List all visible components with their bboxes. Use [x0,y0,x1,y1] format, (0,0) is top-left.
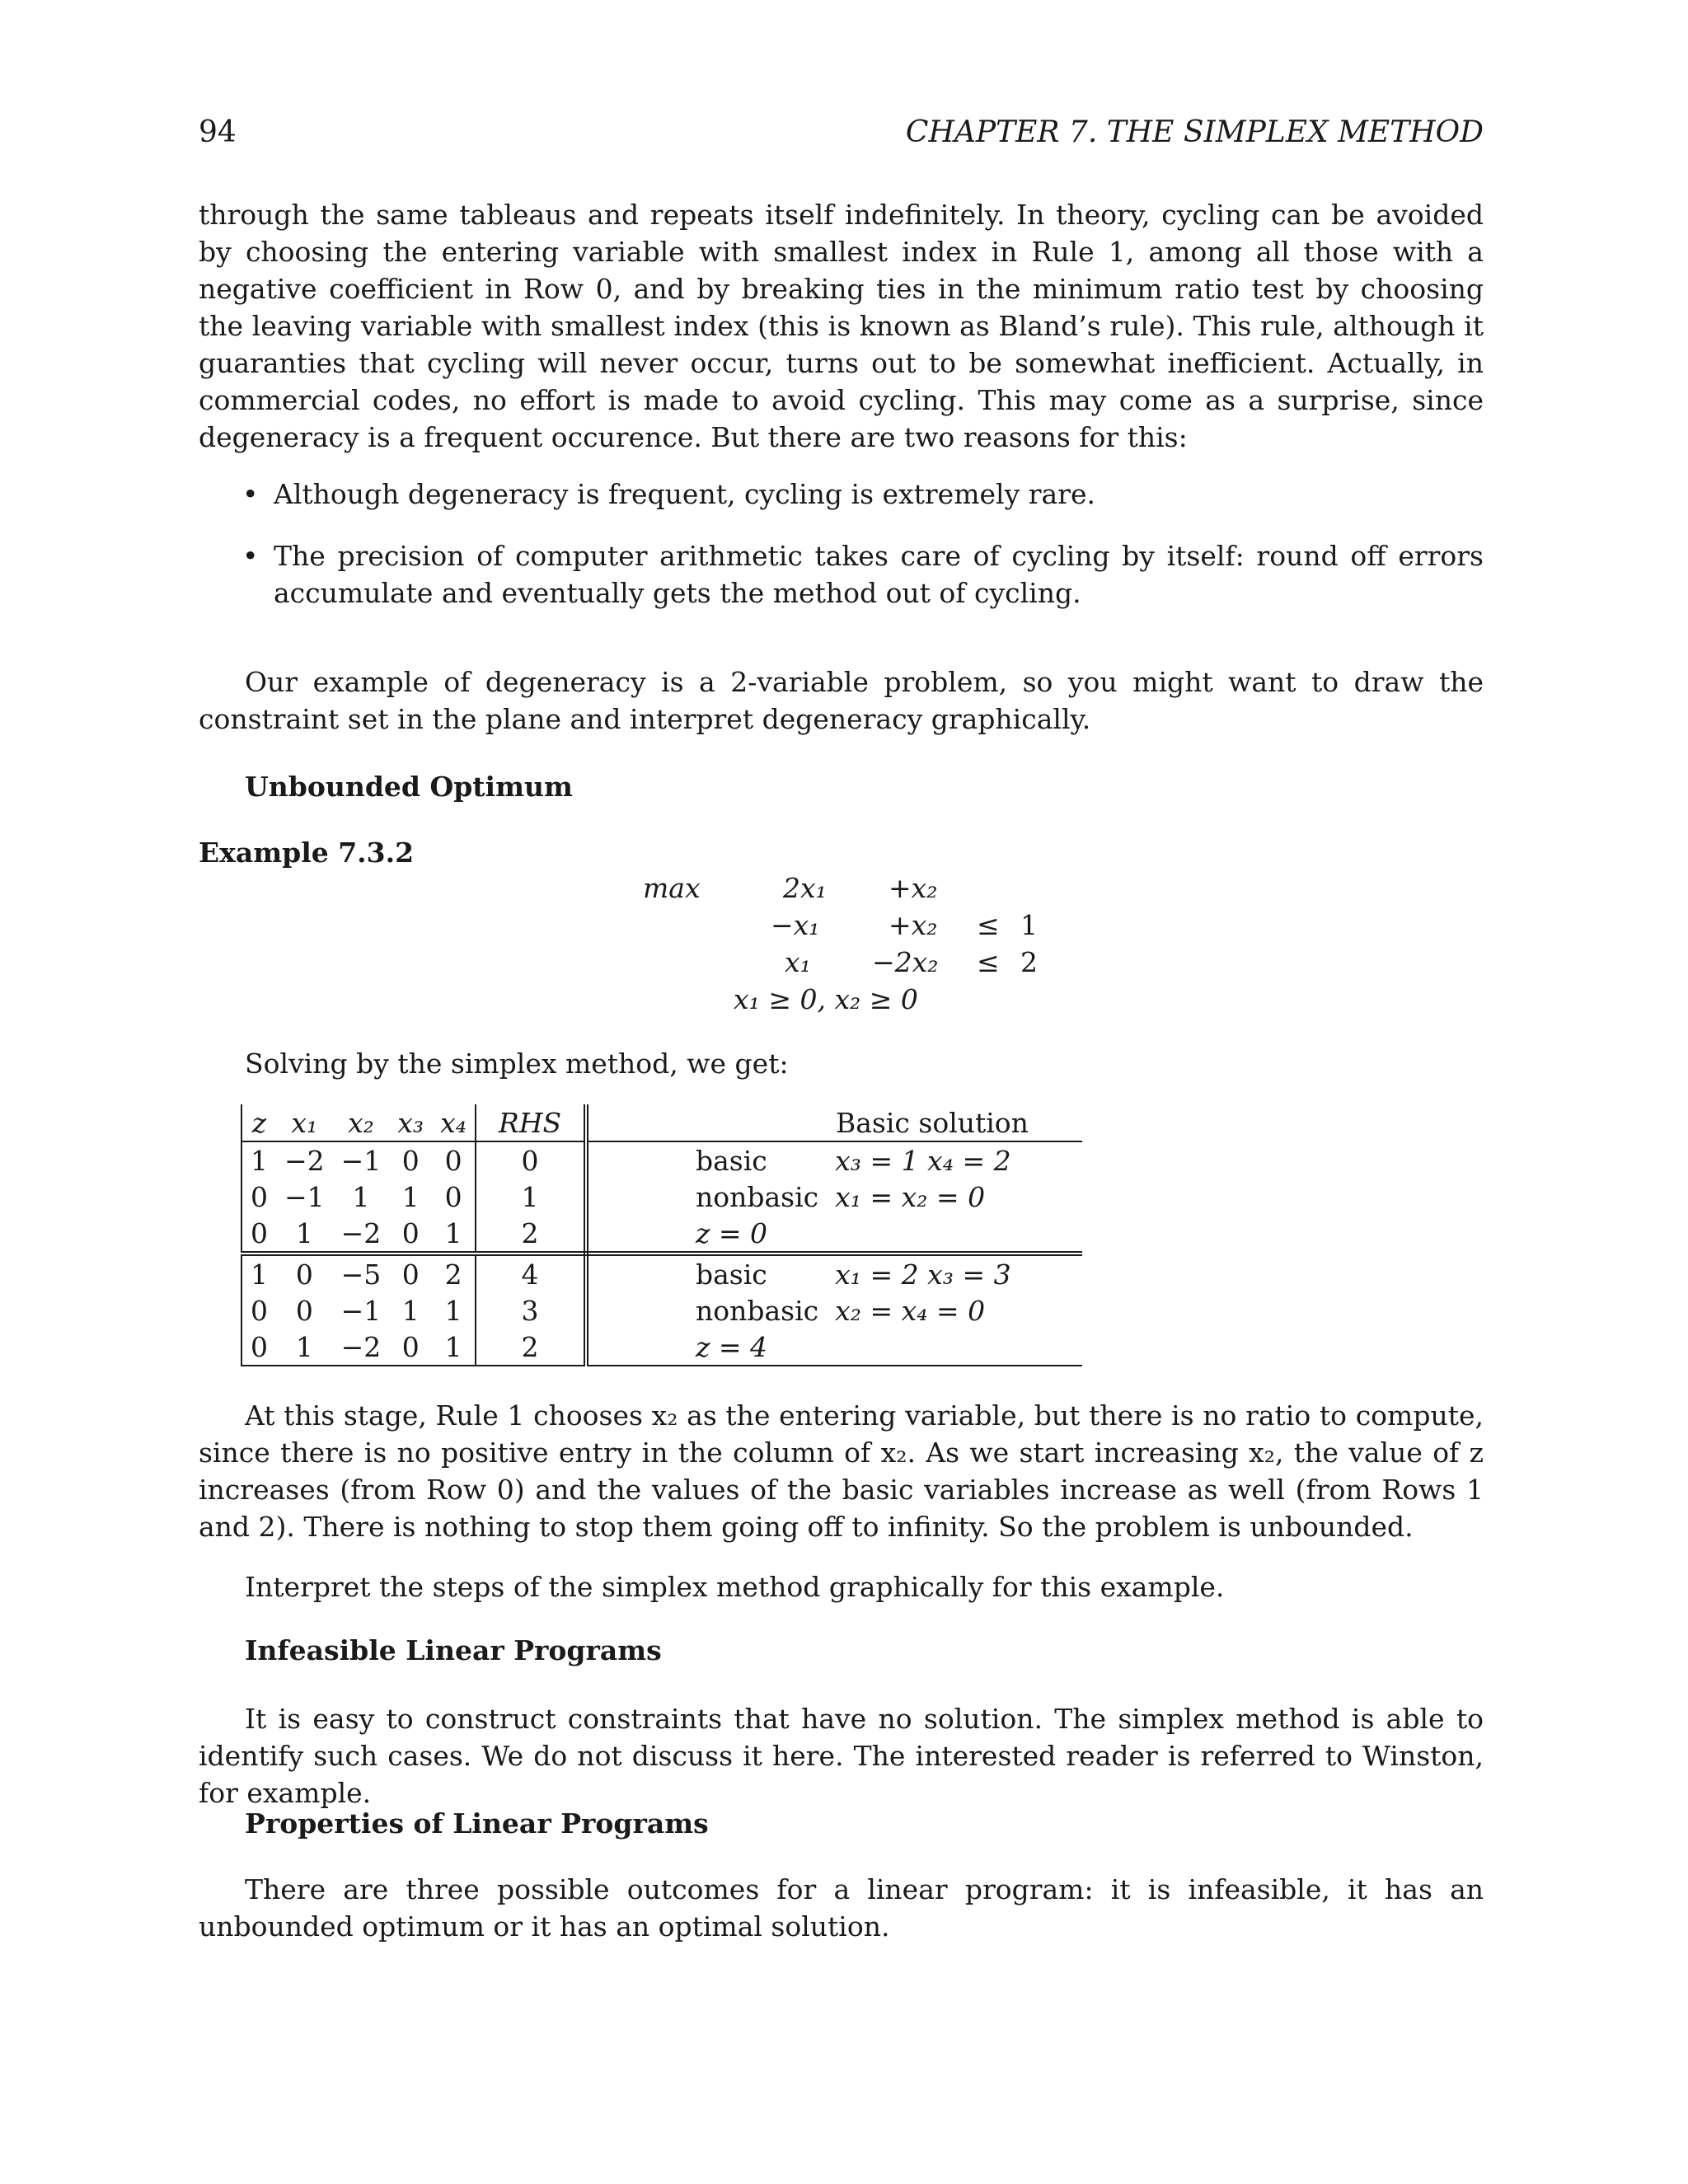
solution-label: basic [696,1144,767,1177]
example-label: Example 7.3.2 [199,837,415,869]
table-cell: −2 [333,1329,390,1366]
objective-label: max [643,872,701,904]
lp-relation: ≤ [977,909,1000,941]
col-header-x2: x₂ [333,1104,390,1141]
table-cell: 0 [295,1294,313,1327]
col-header-basic-solution: Basic solution [586,1104,1082,1141]
page-number: 94 [199,115,237,149]
table-cell: 2 [476,1215,586,1254]
table-cell: 2 [444,1258,462,1291]
table-row [241,1141,1082,1179]
solution-label: nonbasic [696,1180,819,1213]
table-cell: 1 [352,1180,370,1213]
solution-value: x₁ = 2 x₃ = 3 [835,1258,1011,1291]
table-cell: 1 [276,1215,333,1254]
table-row [241,1292,1082,1329]
lp-term: 2x₁ [783,872,827,904]
table-cell: −5 [340,1258,382,1291]
table-cell: 1 [276,1329,333,1366]
lp-relation: ≤ [977,946,1000,978]
table-cell: 1 [432,1215,476,1254]
table-cell: −2 [284,1144,325,1177]
solution-label: z = 4 [586,1329,827,1366]
intro-paragraph: through the same tableaus and repeats itself indefinitely. In theory, cycling can be avoided by choosing the entering variable with smallest index in Rule 1, among all those with a negative coefficient in Row 0, and by breaking ties in the minimum ratio test by choosing the leaving variable with smallest index (this is known as Bland’s rule). This rule, although it guaranties that cycling will never occur, turns out to be somewhat inefficient. Actually, in commercial codes, no effort is made to avoid cycling. This may come as a surprise, since degeneracy is a frequent occurence. But there are two reasons for this: [199,199,1484,453]
col-header-x3: x₃ [389,1104,432,1141]
bullet-list [239,476,1484,636]
stage-paragraph: At this stage, Rule 1 chooses x₂ as the entering variable, but there is no ratio to compute, since there is no positive entry in the column of x₂. As we start increasing x₂, the value of z increases (from Row 0) and the values of the basic variables increase as well (from Rows 1 and 2). There is nothing to stop them going off to infinity. So the problem is unbounded. [199,1399,1484,1543]
table-cell: 0 [444,1144,462,1177]
col-header-z: z [241,1104,276,1141]
table-row [241,1215,1082,1254]
table-cell: 0 [241,1292,276,1329]
table-cell: 0 [241,1179,276,1215]
table-cell: 1 [401,1180,420,1213]
table-cell: −1 [340,1294,382,1327]
bullet-item [239,537,1484,612]
solution-label: basic [696,1258,767,1291]
solution-value: x₂ = x₄ = 0 [835,1294,986,1327]
lp-nonnegativity: x₁ ≥ 0, x₂ ≥ 0 [734,983,918,1015]
solution-value [827,1215,1082,1254]
solution-label: z = 0 [586,1215,827,1254]
solving-text: Solving by the simplex method, we get: [245,1047,789,1080]
bullet-text: Although degeneracy is frequent, cycling is extremely rare. [274,478,1095,510]
table-cell: 3 [476,1292,586,1329]
col-header-rhs: RHS [476,1104,586,1141]
bullet-text: The precision of computer arithmetic takes care of cycling by itself: round off errors accumulate and eventually gets the method out of cycling. [274,540,1484,609]
lp-term: x₁ [785,946,811,978]
tableau-header-row [241,1104,1082,1141]
table-cell: 0 [389,1329,432,1366]
solution-value [827,1329,1082,1366]
table-cell: 0 [295,1258,313,1291]
solution-label: nonbasic [696,1294,819,1327]
table-cell: 0 [241,1215,276,1254]
bullet-dot-icon: • [242,540,259,572]
table-cell: 1 [444,1294,462,1327]
lp-rhs: 1 [1020,909,1038,941]
infeasible-paragraph: It is easy to construct constraints that have no solution. The simplex method is able to identify such cases. We do not discuss it here. The interested reader is referred to Winston, for example. [199,1703,1484,1809]
lp-term: −x₁ [771,909,820,941]
lp-rhs: 2 [1020,946,1038,978]
solution-value: x₃ = 1 x₄ = 2 [835,1144,1011,1177]
col-header-x4: x₄ [432,1104,476,1141]
table-cell: 2 [476,1329,586,1366]
table-cell: 0 [476,1141,586,1179]
lp-term: −2x₂ [872,946,939,978]
table-row [241,1179,1082,1215]
section-heading-unbounded: Unbounded Optimum [245,771,573,803]
table-cell: −1 [284,1180,325,1213]
running-title: CHAPTER 7. THE SIMPLEX METHOD [905,115,1484,149]
table-row [241,1254,1082,1292]
col-header-x1: x₁ [276,1104,333,1141]
table-cell: 0 [401,1144,420,1177]
table-cell: 4 [476,1254,586,1292]
table-cell: −2 [333,1215,390,1254]
table-cell: 1 [241,1141,276,1179]
bullet-dot-icon: • [242,478,259,510]
table-cell: −1 [340,1144,382,1177]
lp-term: +x₂ [889,872,938,904]
table-cell: 1 [432,1329,476,1366]
properties-paragraph: There are three possible outcomes for a linear program: it is infeasible, it has an unbounded optimum or it has an optimal solution. [199,1873,1484,1943]
table-cell: 1 [241,1254,276,1292]
table-cell: 0 [389,1215,432,1254]
table-cell: 1 [401,1294,420,1327]
lp-term: +x₂ [889,909,938,941]
interpret-paragraph: Interpret the steps of the simplex method graphically for this example. [245,1571,1225,1603]
table-row [241,1329,1082,1366]
solution-value: x₁ = x₂ = 0 [835,1180,986,1213]
section-heading-properties: Properties of Linear Programs [245,1807,709,1840]
table-cell: 1 [476,1179,586,1215]
table-cell: 0 [241,1329,276,1366]
table-cell: 0 [401,1258,420,1291]
bullet-item [239,476,1484,513]
simplex-tableau [241,1104,1082,1366]
page-header [199,115,1484,157]
table-cell: 0 [444,1180,462,1213]
degeneracy-paragraph: Our example of degeneracy is a 2-variable problem, so you might want to draw the constraint set in the plane and interpret degeneracy graphically. [199,666,1484,735]
section-heading-infeasible: Infeasible Linear Programs [245,1634,662,1666]
